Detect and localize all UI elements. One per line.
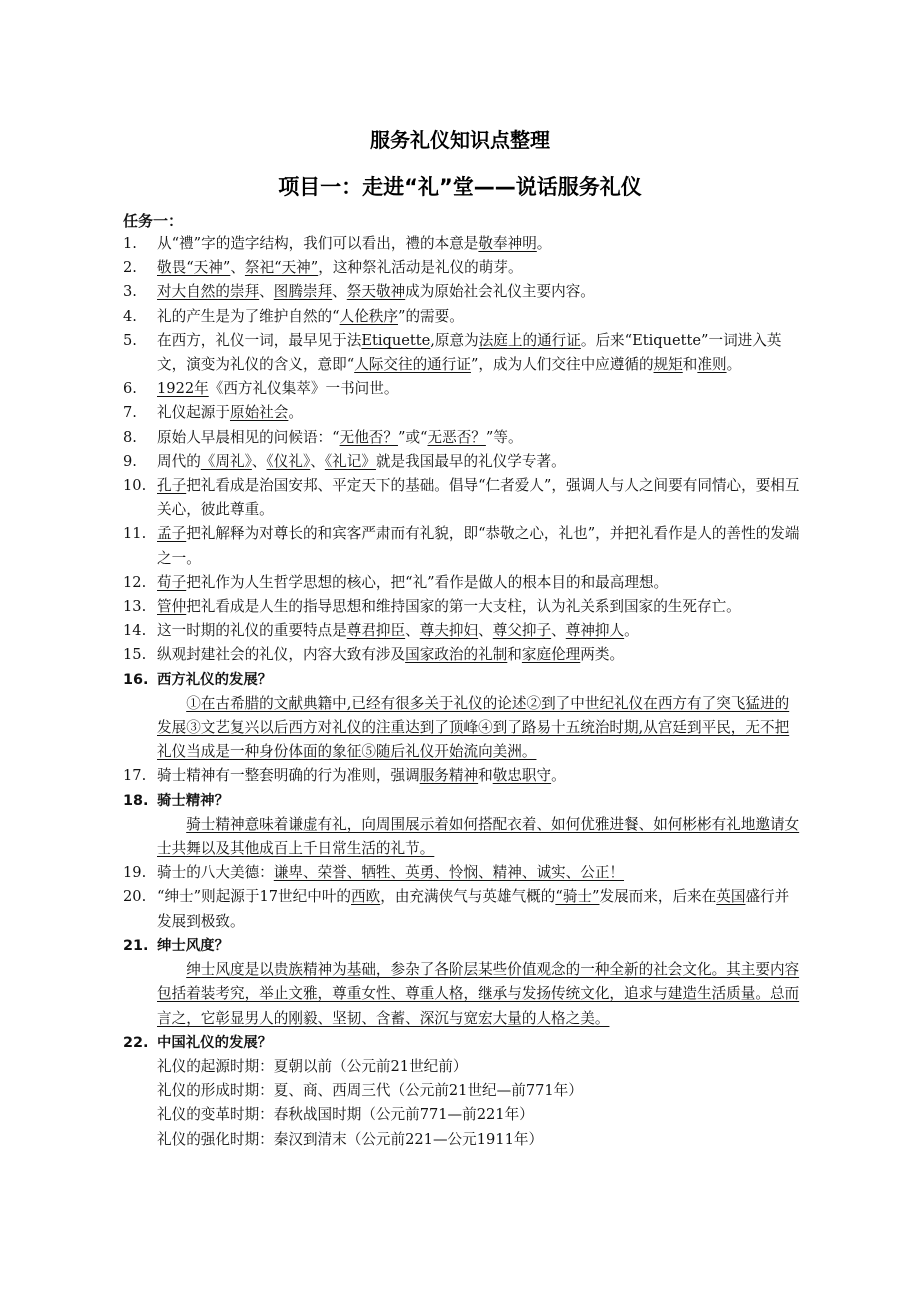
key-point: 无他否？ <box>339 428 398 446</box>
key-point: 人际交往的通行证 <box>354 356 471 374</box>
key-point: 法庭上的通行证 <box>478 331 581 349</box>
item-text <box>157 764 800 788</box>
item-text-segment: 骑士精神有一整套明确的行为准则，强调 <box>157 767 420 785</box>
item-text-segment: 盛行并发展到极致。 <box>157 888 790 930</box>
item-text-segment: 《西方礼仪集萃》一书问世。 <box>208 380 399 398</box>
key-point: 对大自然的崇拜 <box>157 283 260 301</box>
item-text-segment: 把礼解释为对尊长的和宾客严肃而有礼貌，即“恭敬之心，礼也”，并把礼看作是人的善性的发端之一。 <box>157 525 800 567</box>
item-number: 13. <box>123 598 147 616</box>
item-text-segment: 礼的产生是为了维护自然的“ <box>157 307 340 325</box>
item-text <box>157 474 800 522</box>
item-number: 17. <box>123 767 147 785</box>
list-item <box>0 474 800 522</box>
item-number: 7. <box>123 404 137 422</box>
list-item <box>0 668 800 692</box>
item-text <box>157 256 800 280</box>
list-item <box>0 764 800 788</box>
item-text <box>157 885 800 933</box>
item-number: 18. <box>123 792 149 809</box>
task-label: 任务一： <box>123 212 184 230</box>
list-item <box>0 1031 800 1055</box>
list-item <box>0 401 800 425</box>
answer-text: 骑士精神意味着谦虚有礼，向周围展示着如何搭配衣着、如何优雅进餐、如何彬彬有礼地邀请女士共舞以及其他成百上千日常生活的礼节。 <box>157 815 800 858</box>
key-point: “骑士” <box>555 888 600 906</box>
item-text-segment: 把礼看成是人生的指导思想和维持国家的第一大支柱，认为礼关系到国家的生死存亡。 <box>186 598 741 616</box>
key-point: 无恶否？ <box>427 428 486 446</box>
item-text <box>157 522 800 570</box>
item-number: 1. <box>123 235 137 252</box>
item-number: 9. <box>123 452 137 470</box>
key-point: 尊君抑臣 <box>346 622 406 640</box>
key-point: 敬忠职守 <box>492 767 552 785</box>
period-line: 礼仪的强化时期：秦汉到清末（公元前221—公元1911年） <box>157 1130 544 1148</box>
item-text-segment: 和 <box>507 646 522 664</box>
item-text-segment: 就是我国最早的礼仪学专著。 <box>375 452 566 470</box>
item-text <box>157 232 800 256</box>
item-number: 22. <box>123 1034 149 1051</box>
item-heading: 绅士风度？ <box>157 937 229 954</box>
item-number: 5. <box>123 331 137 349</box>
item-number: 15. <box>123 646 147 664</box>
item-text-segment: 。 <box>536 235 552 252</box>
section-title: 项目一：走进“礼”堂——说话服务礼仪 <box>278 175 642 199</box>
list-item <box>0 256 800 280</box>
key-point: 荀子 <box>157 573 187 591</box>
item-number: 8. <box>123 428 137 446</box>
item-text <box>157 426 800 450</box>
item-text-segment: 在西方，礼仪一词，最早见于法 <box>157 331 362 349</box>
item-text-segment: 、 <box>405 622 420 640</box>
item-text-segment: ”的需要。 <box>397 307 464 325</box>
item-number: 2. <box>123 259 137 277</box>
list-item <box>0 934 800 958</box>
item-text-segment: 。 <box>288 404 303 422</box>
list-item <box>0 232 800 256</box>
list-item <box>0 595 800 619</box>
item-text-segment: 、 <box>251 452 267 470</box>
key-point: 尊神抑人 <box>565 622 625 640</box>
answer-text: 绅士风度是以贵族精神为基础，参杂了各阶层某些价值观念的一种全新的社会文化。其主要内容包括着装考究，举止文雅，尊重女性、尊重人格，继承与发扬传统文化，追求与建造生活质量。总而言之，它彰显男人的刚毅、坚韧、含蓄、深沉与宽宏大量的人格之美。 <box>157 961 800 1027</box>
item-text-segment: 骑士的八大美德： <box>157 864 274 882</box>
item-number: 6. <box>123 380 137 398</box>
item-number: 11. <box>123 525 147 543</box>
item-text-segment: 、 <box>230 259 245 277</box>
list-item <box>0 619 800 643</box>
key-point: 孟子 <box>157 525 187 543</box>
key-point: 《周礼》 <box>200 452 252 470</box>
key-point: 图腾崇拜 <box>273 283 333 301</box>
list-item <box>0 280 800 304</box>
key-point: 原始社会 <box>229 404 289 422</box>
item-text <box>157 401 800 425</box>
key-point: Etiquette <box>361 331 431 349</box>
item-text-segment: ，这种祭礼活动是礼仪的萌芽。 <box>318 259 523 277</box>
item-text-segment: 、 <box>310 452 325 470</box>
key-point: 家庭伦理 <box>521 646 581 664</box>
list-item <box>0 377 800 401</box>
item-text-segment: 这一时期的礼仪的重要特点是 <box>157 622 347 640</box>
list-item <box>0 450 800 474</box>
item-text-segment: ，由充满侠气与英雄气概的 <box>380 888 556 906</box>
item-text <box>157 377 800 401</box>
document-title: 服务礼仪知识点整理 <box>370 128 550 152</box>
item-text-segment: 。后来“Etiquette”一词进入英文，演变为礼仪的含义，意即“ <box>157 331 782 374</box>
item-answer <box>0 692 800 765</box>
item-text-segment: 发展而来，后来在 <box>599 888 717 906</box>
item-number: 21. <box>123 937 149 954</box>
item-text <box>157 643 800 667</box>
key-point: 准则 <box>697 356 727 374</box>
item-text-segment: 把礼看成是治国安邦、平定天下的基础。倡导“仁者爱人”，强调人与人之间要有同情心，要相互关心，彼此尊重。 <box>157 477 800 519</box>
list-item <box>0 885 800 933</box>
item-text-segment: 周代的 <box>157 452 201 470</box>
list-item <box>0 329 800 377</box>
key-point: 国家政治的礼制 <box>405 646 508 664</box>
item-text-segment: ”，成为人们交往中应遵循的 <box>470 356 654 374</box>
item-text-segment: 、 <box>259 283 274 301</box>
item-number: 10. <box>123 477 147 495</box>
item-number: 3. <box>123 283 137 301</box>
key-point: 人伦秩序 <box>339 307 398 325</box>
item-text <box>157 305 800 329</box>
item-text-segment: 。 <box>726 356 742 374</box>
item-text-segment: 原始人早晨相见的问候语：“ <box>157 428 340 446</box>
item-heading: 西方礼仪的发展？ <box>157 671 273 688</box>
list-item <box>0 522 800 570</box>
period-line: 礼仪的变革时期：春秋战国时期（公元前771—前221年） <box>157 1106 534 1124</box>
item-text <box>157 619 800 643</box>
item-text <box>157 571 800 595</box>
key-point: 敬奉神明 <box>478 235 537 252</box>
item-text <box>157 450 800 474</box>
item-number: 19. <box>123 864 147 882</box>
item-text-segment: 。 <box>624 622 639 640</box>
item-number: 14. <box>123 622 147 640</box>
list-item <box>0 305 800 329</box>
item-text-segment: 、 <box>332 283 347 301</box>
key-point: 尊父抑子 <box>492 622 552 640</box>
item-text-segment: 成为原始社会礼仪主要内容。 <box>405 283 595 301</box>
key-point: 谦卑、荣誉、牺牲、英勇、怜悯、精神、诚实、公正！ <box>273 864 625 882</box>
item-text-segment: 把礼作为人生哲学思想的核心，把“礼”看作是做人的根本目的和最高理想。 <box>186 573 669 591</box>
item-answer <box>0 813 800 861</box>
key-point: 服务精神 <box>419 767 479 785</box>
item-text-segment: ”等。 <box>485 428 523 446</box>
item-number: 4. <box>123 307 137 325</box>
item-text-segment: 、 <box>478 622 493 640</box>
item-answer <box>0 958 800 1031</box>
key-point: 祭天敬神 <box>346 283 406 301</box>
key-point: 敬畏“天神” <box>157 259 231 277</box>
key-point: 尊夫抑妇 <box>419 622 479 640</box>
item-heading: 中国礼仪的发展？ <box>157 1034 273 1051</box>
key-point: 西欧 <box>351 888 381 906</box>
list-item <box>0 789 800 813</box>
item-text-segment: 和 <box>682 356 698 374</box>
list-item <box>0 426 800 450</box>
period-line: 礼仪的起源时期：夏朝以前（公元前21世纪前） <box>157 1057 468 1075</box>
item-text-segment: ”或“ <box>397 428 428 446</box>
list-item <box>0 861 800 885</box>
item-text <box>157 595 800 619</box>
item-text <box>157 861 800 885</box>
item-text-segment: 礼仪起源于 <box>157 404 230 422</box>
item-number: 20. <box>123 888 147 906</box>
item-text-segment: 从“禮”字的造字结构，我们可以看出，禮的本意是 <box>157 235 479 252</box>
key-point: 管仲 <box>157 598 187 616</box>
item-text <box>157 329 800 377</box>
key-point: 规矩 <box>653 356 683 374</box>
knowledge-list <box>0 232 920 1152</box>
item-text <box>157 280 800 304</box>
item-text-segment: 。 <box>551 767 566 785</box>
item-text-segment: ,原意为 <box>430 331 479 349</box>
item-text-segment: 两类。 <box>580 646 625 664</box>
answer-text: ①在古希腊的文献典籍中,已经有很多关于礼仪的论述②到了中世纪礼仪在西方有了突飞猛进的发展③文艺复兴以后西方对礼仪的注重达到了顶峰④到了路易十五统治时期,从宫廷到平民，无不把礼仪当成是一种身份体面的象征⑤随后礼仪开始流向美洲。 <box>157 694 790 761</box>
item-number: 12. <box>123 573 147 591</box>
list-item <box>0 643 800 667</box>
key-point: 祭祀“天神” <box>244 259 319 277</box>
list-item <box>0 571 800 595</box>
key-point: 孔子 <box>157 477 187 495</box>
key-point: 1922年 <box>157 380 209 398</box>
item-heading: 骑士精神？ <box>157 792 229 809</box>
item-text-segment: 和 <box>478 767 493 785</box>
key-point: 英国 <box>716 888 746 906</box>
item-text-segment: 、 <box>551 622 566 640</box>
item-text-segment: “绅士”则起源于17世纪中叶的 <box>157 888 352 906</box>
period-list <box>0 1055 800 1152</box>
item-number: 16. <box>123 671 149 688</box>
key-point: 《礼记》 <box>324 452 376 470</box>
item-text-segment: 纵观封建社会的礼仪，内容大致有涉及 <box>157 646 406 664</box>
key-point: 《仪礼》 <box>266 452 311 470</box>
period-line: 礼仪的形成时期：夏、商、西周三代（公元前21世纪—前771年） <box>157 1082 583 1100</box>
